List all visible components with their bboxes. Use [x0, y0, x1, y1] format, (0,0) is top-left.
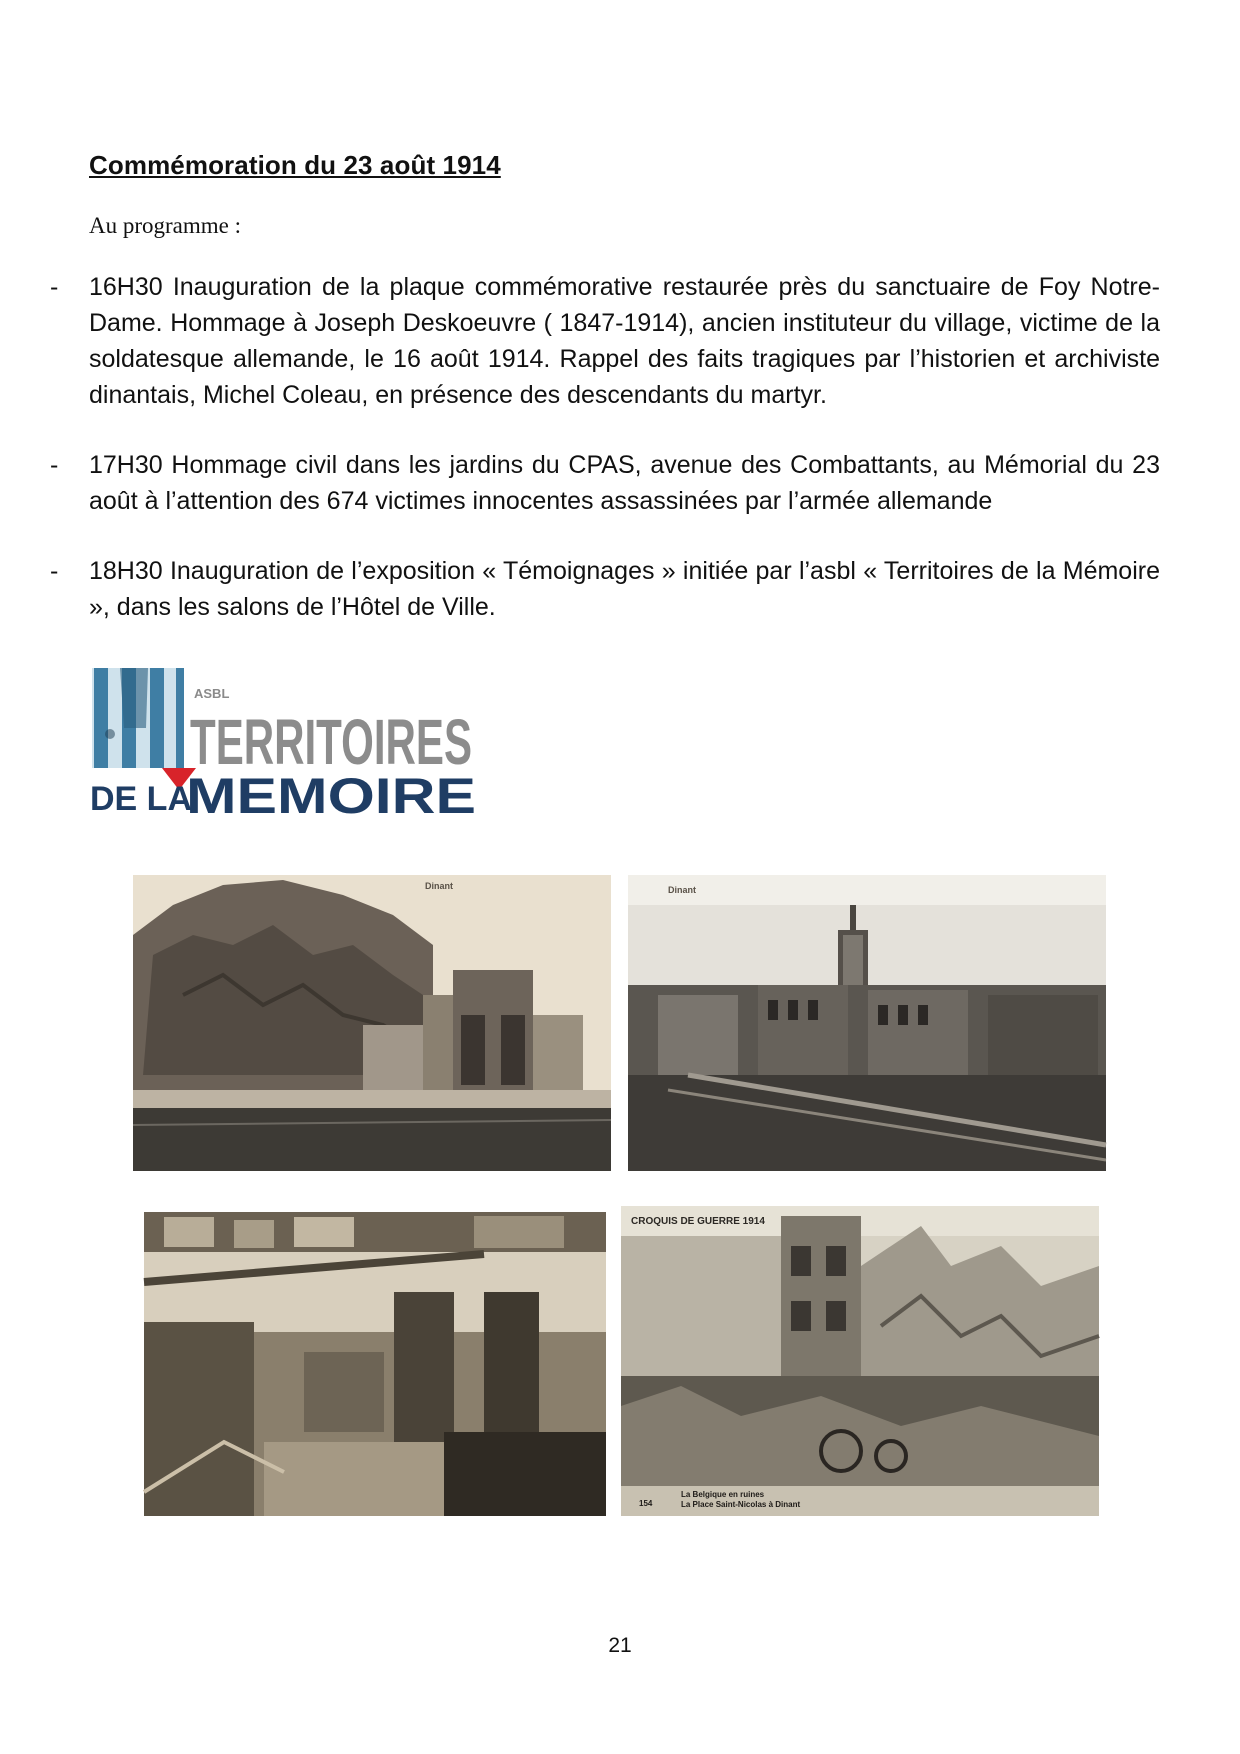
photo-caption: Dinant	[668, 885, 696, 895]
logo-asbl: ASBL	[194, 686, 230, 701]
program-item	[50, 553, 1160, 625]
photo-caption-line1: La Belgique en ruines	[681, 1490, 765, 1499]
photo-place-saint-nicolas	[621, 1206, 1099, 1516]
bullet: -	[50, 451, 59, 479]
program-item-text: 16H30 Inauguration de la plaque commémorative restaurée près du sanctuaire de Foy Notre-Dame. Hommage à Joseph Deskoeuvre ( 1847-1914), ancien instituteur du village, victime de la soldatesque allemande, le 16 août 1914. Rappel des faits tragiques par l’historien et archiviste dinantais, Michel Coleau, en présence des descendants du martyr.	[89, 273, 1160, 409]
logo-line2: MEMOIRE	[186, 768, 476, 824]
program-item-text: 17H30 Hommage civil dans les jardins du CPAS, avenue des Combattants, au Mémorial du 23 août à l’attention des 674 victimes innocentes assassinées par l’armée allemande	[89, 451, 1160, 515]
program-item	[50, 269, 1160, 413]
bullet: -	[50, 557, 59, 585]
document-subtitle: Au programme :	[89, 213, 242, 238]
photo-town-hall-ruins	[628, 875, 1106, 1171]
photo-caption-line2: La Place Saint-Nicolas à Dinant	[681, 1500, 801, 1509]
program-item-text: 18H30 Inauguration de l’exposition « Témoignages » initiée par l’asbl « Territoires de la Mémoire », dans les salons de l’Hôtel de Ville.	[89, 557, 1160, 621]
photo-aerial-ruins	[144, 1212, 606, 1516]
program-item	[50, 447, 1160, 519]
photo-number: 154	[639, 1499, 653, 1508]
document-title: Commémoration du 23 août 1914	[89, 150, 501, 180]
logo-line2-prefix: DE LA	[90, 780, 192, 818]
territoires-memoire-logo	[90, 668, 480, 824]
logo-line1: TERRITOIRES	[190, 706, 472, 778]
photo-collegiate-church	[133, 875, 611, 1171]
photo-header: CROQUIS DE GUERRE 1914	[631, 1216, 765, 1227]
page-number: 21	[608, 1634, 632, 1657]
bullet: -	[50, 273, 59, 301]
photo-caption: Dinant	[425, 881, 453, 891]
